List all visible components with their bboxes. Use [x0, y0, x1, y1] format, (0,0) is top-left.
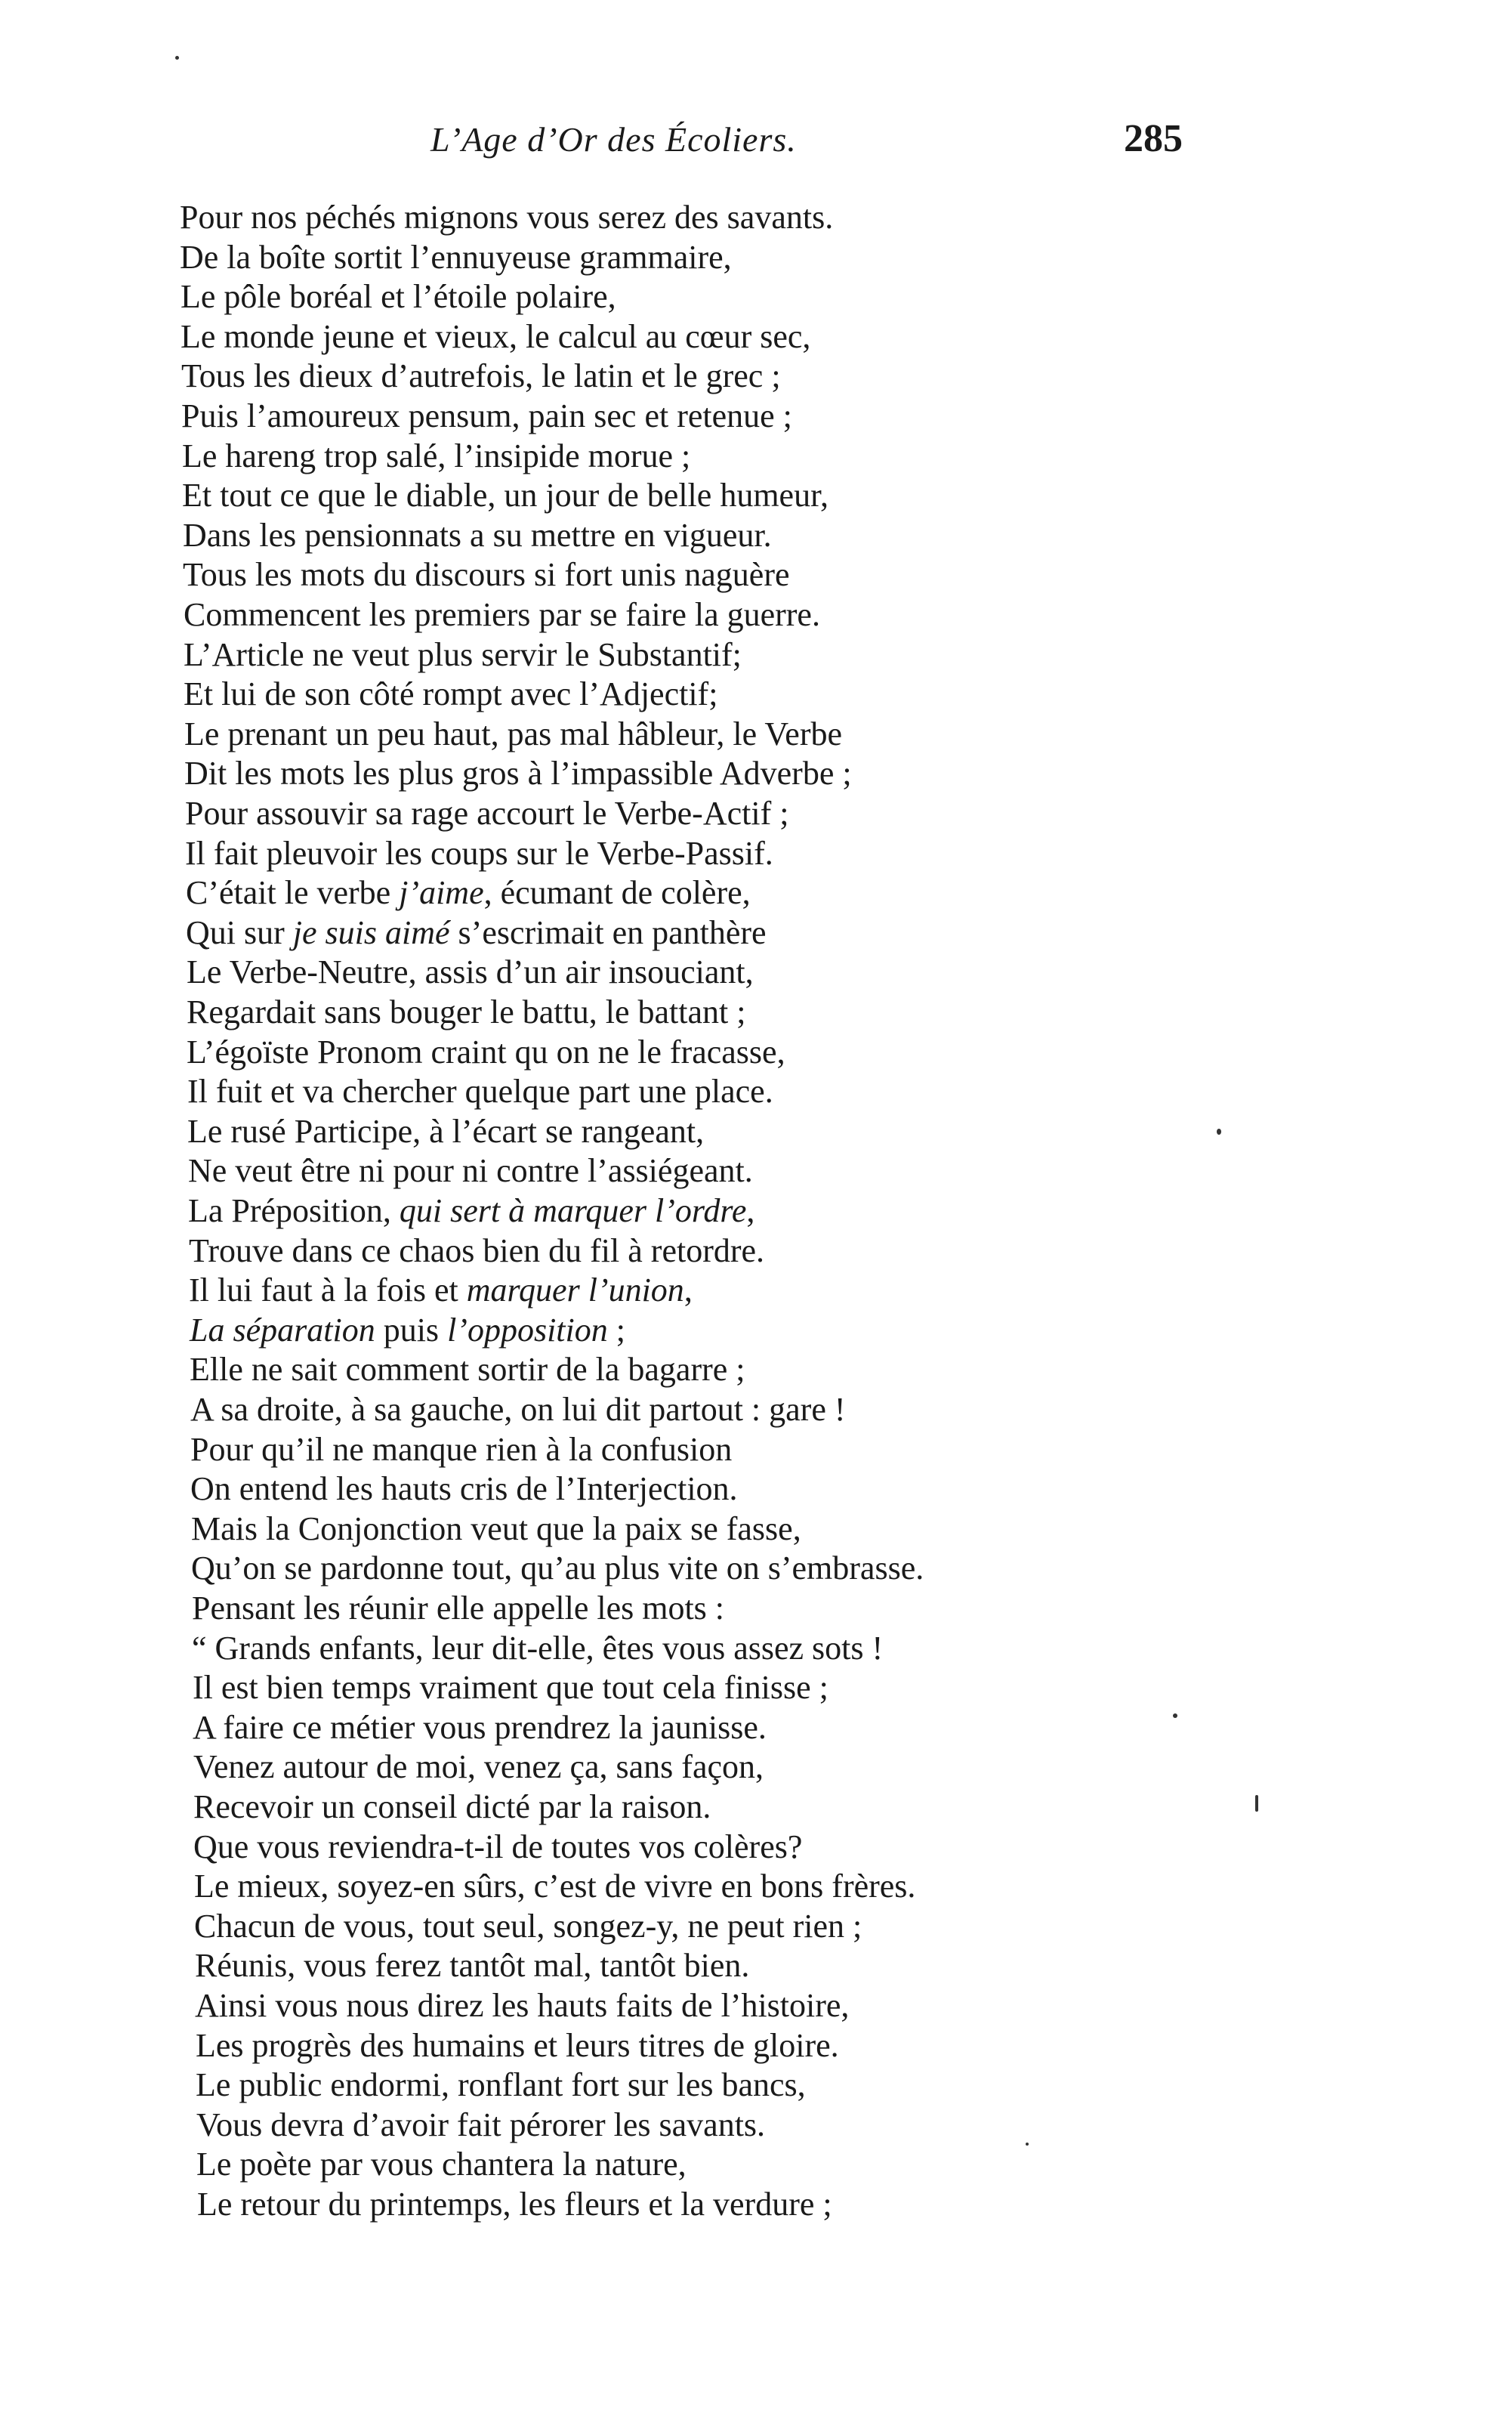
line-text: Le mieux, soyez-en sûrs, c’est de vivre en bons frères. — [194, 1868, 916, 1905]
poem-line — [197, 2185, 832, 2224]
poem-line — [182, 476, 829, 515]
line-text: Pour qu’il ne manque rien à la confusion — [190, 1431, 733, 1468]
line-text: L’égoïste Pronom craint qu on ne le fracasse, — [187, 1034, 785, 1071]
line-text: Puis l’amoureux pensum, pain sec et retenue ; — [181, 397, 792, 434]
line-text: , écumant de colère, — [483, 874, 751, 911]
poem-line — [194, 1867, 915, 1906]
line-text: Il fuit et va chercher quelque part une place. — [187, 1073, 773, 1110]
poem-line — [184, 595, 820, 635]
line-text: Mais la Conjonction veut que la paix se fasse, — [191, 1510, 801, 1547]
line-text: ; — [607, 1312, 625, 1349]
poem-line — [186, 873, 751, 913]
line-text: Il lui faut à la fois et — [189, 1271, 467, 1309]
page-number: 285 — [1124, 117, 1183, 160]
line-text: La Préposition, — [188, 1192, 400, 1229]
poem-line — [185, 834, 773, 873]
poem-line — [195, 1986, 849, 2025]
poem-line — [193, 1787, 711, 1827]
line-text: Que vous reviendra-t-il de toutes vos colères? — [193, 1828, 803, 1865]
poem-line — [191, 1509, 801, 1549]
poem-line — [190, 1469, 738, 1509]
poem-line — [181, 397, 792, 436]
line-text: Le prenant un peu haut, pas mal hâbleur, le Verbe — [184, 715, 842, 752]
line-text: Dans les pensionnats a su mettre en vigueur. — [183, 517, 772, 554]
poem-line — [186, 913, 767, 953]
line-text: Le pôle boréal et l’étoile polaire, — [181, 278, 616, 315]
poem-line — [196, 2065, 806, 2105]
line-text: Le retour du printemps, les fleurs et la verdure ; — [197, 2186, 832, 2223]
poem-line — [192, 1589, 724, 1628]
line-text: Ainsi vous nous direz les hauts faits de l’histoire, — [195, 1987, 850, 2024]
line-text: Regardait sans bouger le battu, le battant ; — [187, 993, 746, 1030]
poem-line — [196, 2145, 687, 2184]
line-text: Réunis, vous ferez tantôt mal, tantôt bien. — [195, 1947, 750, 1984]
line-text: Commencent les premiers par se faire la guerre. — [184, 596, 820, 633]
line-text: Les progrès des humains et leurs titres de gloire. — [196, 2027, 839, 2064]
line-text: “ Grands enfants, leur dit-elle, êtes vous assez sots ! — [192, 1630, 884, 1667]
poem-line — [181, 317, 810, 357]
line-text: Pensant les réunir elle appelle les mots : — [192, 1590, 725, 1627]
line-text: Pour nos péchés mignons vous serez des savants. — [180, 199, 834, 236]
line-text: Tous les dieux d’autrefois, le latin et le grec ; — [181, 357, 781, 394]
poem-line — [193, 1828, 802, 1867]
poem-line — [187, 993, 745, 1032]
line-text: De la boîte sortit l’ennuyeuse grammaire, — [180, 239, 732, 276]
poem-line — [184, 675, 717, 714]
line-text: A faire ce métier vous prendrez la jaunisse. — [193, 1709, 767, 1746]
line-text: Elle ne sait comment sortir de la bagarre ; — [190, 1351, 745, 1388]
print-speck — [175, 56, 179, 60]
line-text: Il fait pleuvoir les coups sur le Verbe-Passif. — [185, 835, 773, 872]
poem-line — [188, 1191, 754, 1231]
line-text: Qu’on se pardonne tout, qu’au plus vite on s’embrasse. — [191, 1550, 924, 1587]
line-text: Venez autour de moi, venez ça, sans façon, — [193, 1748, 764, 1785]
poem-line — [184, 715, 842, 754]
poem-line — [190, 1390, 846, 1429]
running-title: L’Age d’Or des Écoliers. — [430, 120, 797, 159]
poem-line — [183, 516, 772, 555]
poem-line — [191, 1549, 924, 1588]
italic-phrase: La séparation — [190, 1312, 375, 1349]
line-text: Le rusé Participe, à l’écart se rangeant, — [187, 1113, 705, 1150]
poem-line — [182, 437, 690, 476]
line-text: Le Verbe-Neutre, assis d’un air insouciant, — [187, 953, 754, 990]
line-text: Il est bien temps vraiment que tout cela finisse ; — [193, 1669, 829, 1706]
poem-line — [183, 555, 790, 595]
line-text: On entend les hauts cris de l’Interjection. — [190, 1470, 738, 1507]
poem-line — [196, 2026, 839, 2065]
line-text: , — [746, 1192, 755, 1229]
line-text: Recevoir un conseil dicté par la raison. — [193, 1788, 711, 1825]
line-text: Tous les mots du discours si fort unis naguère — [183, 556, 790, 593]
poem-line — [193, 1708, 767, 1747]
line-text: Le hareng trop salé, l’insipide morue ; — [182, 437, 691, 474]
line-text: Le monde jeune et vieux, le calcul au cœur sec, — [181, 318, 811, 355]
poem-line — [187, 1072, 773, 1111]
line-text: Et tout ce que le diable, un jour de belle humeur, — [182, 477, 829, 514]
print-speck — [1217, 1129, 1221, 1135]
poem-line — [190, 1311, 625, 1350]
poem-line — [187, 1112, 704, 1151]
italic-phrase: j’aime — [399, 874, 484, 911]
line-text: Le public endormi, ronflant fort sur les bancs, — [196, 2066, 806, 2103]
italic-phrase: l’opposition — [447, 1312, 608, 1349]
poem-line — [189, 1271, 693, 1310]
poem-line — [181, 277, 616, 317]
line-text: Trouve dans ce chaos bien du fil à retordre. — [189, 1232, 765, 1269]
poem-line — [184, 635, 742, 675]
poem-line — [184, 754, 852, 793]
print-speck — [1255, 1795, 1258, 1812]
poem-line — [180, 198, 833, 237]
line-text: Dit les mots les plus gros à l’impassible Adverbe ; — [184, 755, 852, 792]
line-text: A sa droite, à sa gauche, on lui dit partout : gare ! — [190, 1391, 846, 1428]
poem-line — [195, 1946, 749, 1985]
poem-line — [193, 1747, 764, 1787]
line-text: s’escrimait en panthère — [449, 914, 767, 951]
line-text: C’était le verbe — [186, 874, 400, 911]
line-text: Et lui de son côté rompt avec l’Adjectif; — [184, 675, 718, 712]
line-text: L’Article ne veut plus servir le Substantif; — [184, 636, 742, 673]
poem-line — [196, 2106, 765, 2145]
poem-line — [192, 1629, 883, 1668]
line-text: , — [683, 1271, 693, 1309]
line-text: Ne veut être ni pour ni contre l’assiégeant. — [188, 1152, 753, 1189]
print-speck — [1173, 1713, 1177, 1718]
poem-line — [188, 1151, 753, 1191]
print-speck — [1026, 2143, 1029, 2146]
line-text: Vous devra d’avoir fait pérorer les savants. — [196, 2106, 766, 2143]
poem-line — [187, 1033, 785, 1072]
poem-line — [193, 1668, 829, 1707]
poem-line — [190, 1430, 732, 1469]
poem-line — [187, 953, 754, 992]
line-text: Chacun de vous, tout seul, songez-y, ne peut rien ; — [194, 1908, 862, 1945]
poem-line — [181, 357, 781, 396]
italic-phrase: je suis aimé — [292, 914, 450, 951]
line-text: Le poète par vous chantera la nature, — [196, 2146, 687, 2183]
poem-line — [185, 794, 788, 833]
line-text: puis — [375, 1312, 448, 1349]
poem-line — [194, 1907, 862, 1946]
poem-line — [189, 1231, 764, 1271]
italic-phrase: marquer l’union — [466, 1271, 684, 1309]
poem-line — [190, 1350, 745, 1389]
poem-line — [180, 238, 732, 277]
italic-phrase: qui sert à marquer l’ordre — [399, 1192, 747, 1229]
line-text: Pour assouvir sa rage accourt le Verbe-Actif ; — [185, 795, 789, 832]
page-header — [0, 119, 1512, 172]
line-text: Qui sur — [186, 914, 293, 951]
